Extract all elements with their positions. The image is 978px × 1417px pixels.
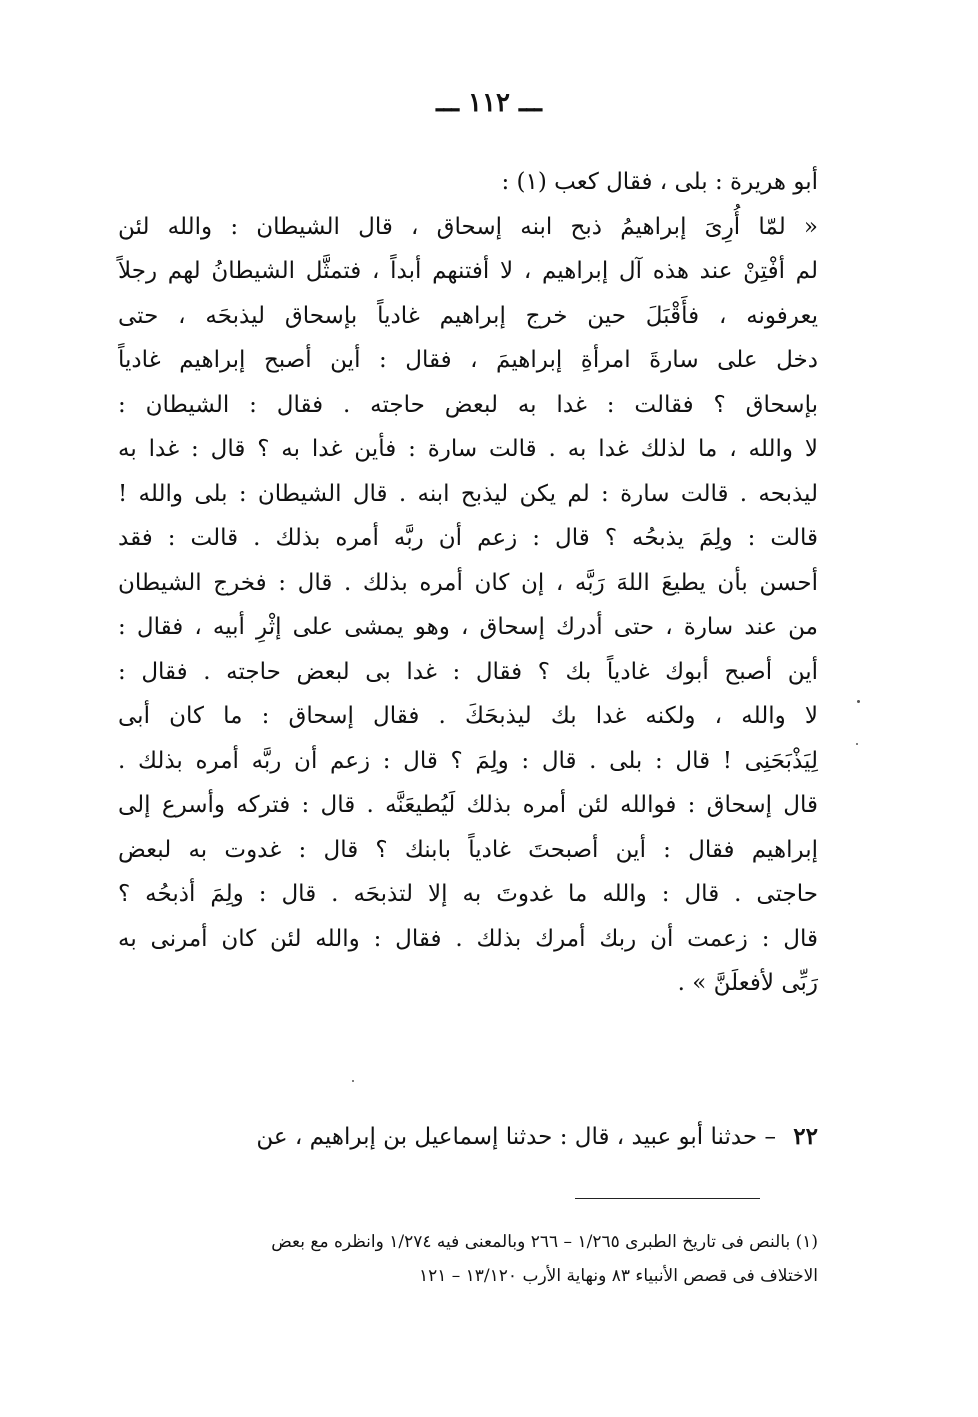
scan-speck xyxy=(856,743,858,745)
text-line: أين أصبح أبوك غادياً بك ؟ فقال : غدا بى لبعض حاجته . فقال : xyxy=(118,658,818,685)
text-line: « لمّا أُرِىَ إبراهيمُ ذبح ابنه إسحاق ، قال الشيطان : والله لئن xyxy=(118,213,818,240)
text-line: قال إسحاق : فوالله لئن أمره بذلك لَيُطيعَنَّه . قال : فتركه وأسرع إلى xyxy=(118,792,818,818)
hadith-start xyxy=(118,1115,818,1159)
footnote-line: (١) بالنص فى تاريخ الطبرى ١/٢٦٥ – ٢٦٦ وبالمعنى فيه ١/٢٧٤ وانظره مع بعض xyxy=(271,1232,818,1252)
text-line: لِيَذْبَحَنِى ! قال : بلى . قال : ولِمَ ؟ قال : زعم أن ربَّه أمره بذلك . xyxy=(118,747,818,774)
text-line: قال : زعمت أن ربك أمرك بذلك . فقال : والله لئن كان أمرنى به xyxy=(118,925,818,952)
text-line: ليذبحه . قالت سارة : لم يكن ليذبح ابنه . قال الشيطان : بلى والله ! xyxy=(118,480,818,507)
text-line: دخل على سارةَ امرأةِ إبراهيمَ ، فقال : أين أصبح إبراهيم غادياً xyxy=(118,347,818,373)
text-line: قالت : ولِمَ يذبحُه ؟ قال : زعم أن ربَّه أمره بذلك . قالت : فقد xyxy=(118,525,818,551)
footnotes xyxy=(118,1225,818,1293)
main-text xyxy=(118,160,818,1006)
text-line: من عند سارة ، حتى أدرك إسحاق ، وهو يمشى على إثْرِ أبيه ، فقال : xyxy=(118,614,818,640)
text-line: لا والله ، ولكنه غدا بك ليذبحَكَ . فقال إسحاق : ما كان أبى xyxy=(118,703,818,729)
hadith-number: ٢٢ xyxy=(793,1123,818,1150)
scan-speck xyxy=(857,700,860,703)
text-line: لم أفْتِنْ عند هذه آل إبراهيم ، لا أفتنهم أبداً ، فتمثَّل الشيطانُ لهم رجلاً xyxy=(118,258,818,284)
text-line: رَبِّى لأفعلَنَّ » . xyxy=(677,970,818,996)
text-line: لا والله ، ما لذلك غدا به . قالت سارة : فأين غدا به ؟ قال : غدا به xyxy=(118,436,818,462)
text-line: حاجتى . قال : والله ما غدوتَ به إلا لتذبحَه . قال : ولِمَ أذبحُه ؟ xyxy=(118,881,818,907)
footnote-divider xyxy=(575,1198,760,1199)
text-line: يعرفونه ، فأَقْبَلَ حين خرج إبراهيم غادياً بإسحاق ليذبحَه ، حتى xyxy=(118,302,818,329)
text-line: إبراهيم فقال : أين أصبحتَ غادياً بابنك ؟ قال : غدوت به لبعض xyxy=(118,836,818,863)
text-line: أحسن بأن يطيعَ اللهَ رَبَّه ، إن كان أمره بذلك . قال : فخرج الشيطان xyxy=(118,569,818,596)
scan-speck xyxy=(352,1080,354,1082)
footnote-line: الاختلاف فى قصص الأنبياء ٨٣ ونهاية الأرب ١٣/١٢٠ – ١٢١ xyxy=(418,1266,818,1286)
text-line: أبو هريرة : بلى ، فقال كعب (١) : xyxy=(501,169,818,195)
hadith-text: – حدثنا أبو عبيد ، قال : حدثنا إسماعيل بن إبراهيم ، عن xyxy=(256,1124,776,1150)
page-number: ـــ ١١٢ ـــ xyxy=(436,88,542,118)
text-line: بإسحاق ؟ فقالت : غدا به لبعض حاجته . فقال : الشيطان : xyxy=(118,391,818,418)
